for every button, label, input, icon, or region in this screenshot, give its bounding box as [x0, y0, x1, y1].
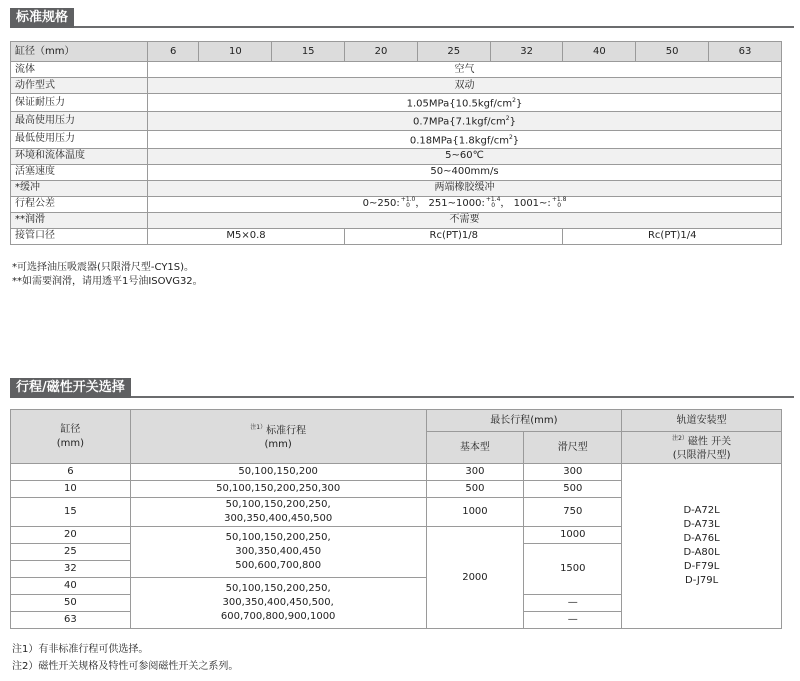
row-value: 双动: [148, 78, 782, 94]
table-row: [11, 180, 782, 196]
bore-cell: 32: [490, 42, 563, 62]
row-value: $0.18MPa\{1.8kgf/cm^2\}$: [148, 130, 782, 148]
rail-mount-header: 轨道安装型: [622, 410, 782, 432]
std-stroke-cell: 50,100,150,200,250,300: [130, 481, 426, 498]
select-title-label: 行程/磁性开关选择: [10, 378, 131, 398]
basic-max-cell: 2000: [426, 527, 524, 629]
row-value: 50~400mm/s: [148, 164, 782, 180]
spec-section-title: [10, 8, 794, 28]
bore-cell: 6: [11, 464, 131, 481]
table-row: [11, 148, 782, 164]
stroke-switch-table: [10, 409, 782, 629]
stroke-tolerance-value: 0~250: +1.0 0 ， 251~1000: +1.4 0 ， 1001~: +1.8 0: [148, 196, 782, 212]
row-label: 接管口径: [11, 228, 148, 244]
bore-cell: 20: [345, 42, 418, 62]
std-stroke-cell: 50,100,150,200,250, 300,350,400,450,500, 600,700,800,900,1000: [130, 578, 426, 629]
footnote: 注2）磁性开关规格及特性可参阅磁性开关之系列。: [12, 661, 239, 672]
slide-max-cell: 500: [524, 481, 622, 498]
bore-cell: 25: [11, 544, 131, 561]
table-row: [11, 164, 782, 180]
bore-cell: 15: [11, 498, 131, 527]
table-row: [11, 62, 782, 78]
bore-cell: 6: [148, 42, 199, 62]
port-value: Rc(PT)1/4: [563, 228, 782, 244]
bore-cell: 63: [709, 42, 782, 62]
row-label: *缓冲: [11, 180, 148, 196]
row-label: 行程公差: [11, 196, 148, 212]
std-stroke-cell: 50,100,150,200,250, 300,350,400,450,500: [130, 498, 426, 527]
table-row: [11, 410, 782, 432]
table-row: [11, 94, 782, 112]
slide-type-header: 滑尺型: [524, 432, 622, 464]
bore-cell: 15: [272, 42, 345, 62]
slide-max-cell: 750: [524, 498, 622, 527]
footnote: *可选择油压吸震器(只限滑尺型-CY1S)。: [12, 262, 195, 273]
table-row: [11, 42, 782, 62]
switch-list: D-A72L D-A73L D-A76L D-A80L D-F79L D-J79L: [622, 464, 782, 629]
row-label: 最低使用压力: [11, 130, 148, 148]
spec-title-label: 标准规格: [10, 8, 74, 28]
row-value: 空气: [148, 62, 782, 78]
bore-cell: 10: [11, 481, 131, 498]
std-stroke-cell: 50,100,150,200: [130, 464, 426, 481]
table-row: [11, 464, 782, 481]
row-label: 流体: [11, 62, 148, 78]
bore-cell: 50: [636, 42, 709, 62]
bore-cell: 50: [11, 595, 131, 612]
slide-max-cell: —: [524, 612, 622, 629]
basic-max-cell: 300: [426, 464, 524, 481]
row-value: $0.7MPa\{7.1kgf/cm^2\}$: [148, 112, 782, 130]
slide-max-cell: 1000: [524, 527, 622, 544]
bore-cell: 20: [11, 527, 131, 544]
table-row: [11, 112, 782, 130]
slide-max-cell: —: [524, 595, 622, 612]
port-value: M5×0.8: [148, 228, 345, 244]
port-value: Rc(PT)1/8: [345, 228, 563, 244]
std-stroke-header: $^{注1)}$标准行程 (mm): [130, 410, 426, 464]
table-row: [11, 196, 782, 212]
bore-cell: 25: [417, 42, 490, 62]
row-label: 最高使用压力: [11, 112, 148, 130]
slide-max-cell: 300: [524, 464, 622, 481]
select-section-title: [10, 378, 794, 398]
bore-header: 缸径 (mm): [11, 410, 131, 464]
slide-max-cell: 1500: [524, 544, 622, 595]
basic-type-header: 基本型: [426, 432, 524, 464]
row-value: 5~60℃: [148, 148, 782, 164]
spec-table: [10, 41, 782, 245]
footnote: **如需要润滑，请用透平1号油ISOVG32。: [12, 276, 203, 287]
std-stroke-cell: 50,100,150,200,250, 300,350,400,450 500,600,700,800: [130, 527, 426, 578]
row-value: $1.05MPa\{10.5kgf/cm^2\}$: [148, 94, 782, 112]
bore-cell: 32: [11, 561, 131, 578]
basic-max-cell: 1000: [426, 498, 524, 527]
bore-cell: 40: [11, 578, 131, 595]
bore-cell: 10: [199, 42, 272, 62]
bore-label: 缸径（mm）: [11, 42, 148, 62]
footnote: 注1）有非标准行程可供选择。: [12, 644, 149, 655]
row-label: 环境和流体温度: [11, 148, 148, 164]
bore-cell: 63: [11, 612, 131, 629]
row-value: 不需要: [148, 212, 782, 228]
max-stroke-header: 最长行程(mm): [426, 410, 622, 432]
table-row: [11, 228, 782, 244]
basic-max-cell: 500: [426, 481, 524, 498]
table-row: [11, 130, 782, 148]
table-row: [11, 212, 782, 228]
title-rule: [131, 378, 794, 398]
row-label: 动作型式: [11, 78, 148, 94]
bore-cell: 40: [563, 42, 636, 62]
row-label: **润滑: [11, 212, 148, 228]
title-rule: [74, 8, 794, 28]
row-label: 活塞速度: [11, 164, 148, 180]
row-value: 两端橡胶缓冲: [148, 180, 782, 196]
table-row: [11, 78, 782, 94]
row-label: 保证耐压力: [11, 94, 148, 112]
switch-header: $^{注2)}$磁性 开关 (只限滑尺型): [622, 432, 782, 464]
